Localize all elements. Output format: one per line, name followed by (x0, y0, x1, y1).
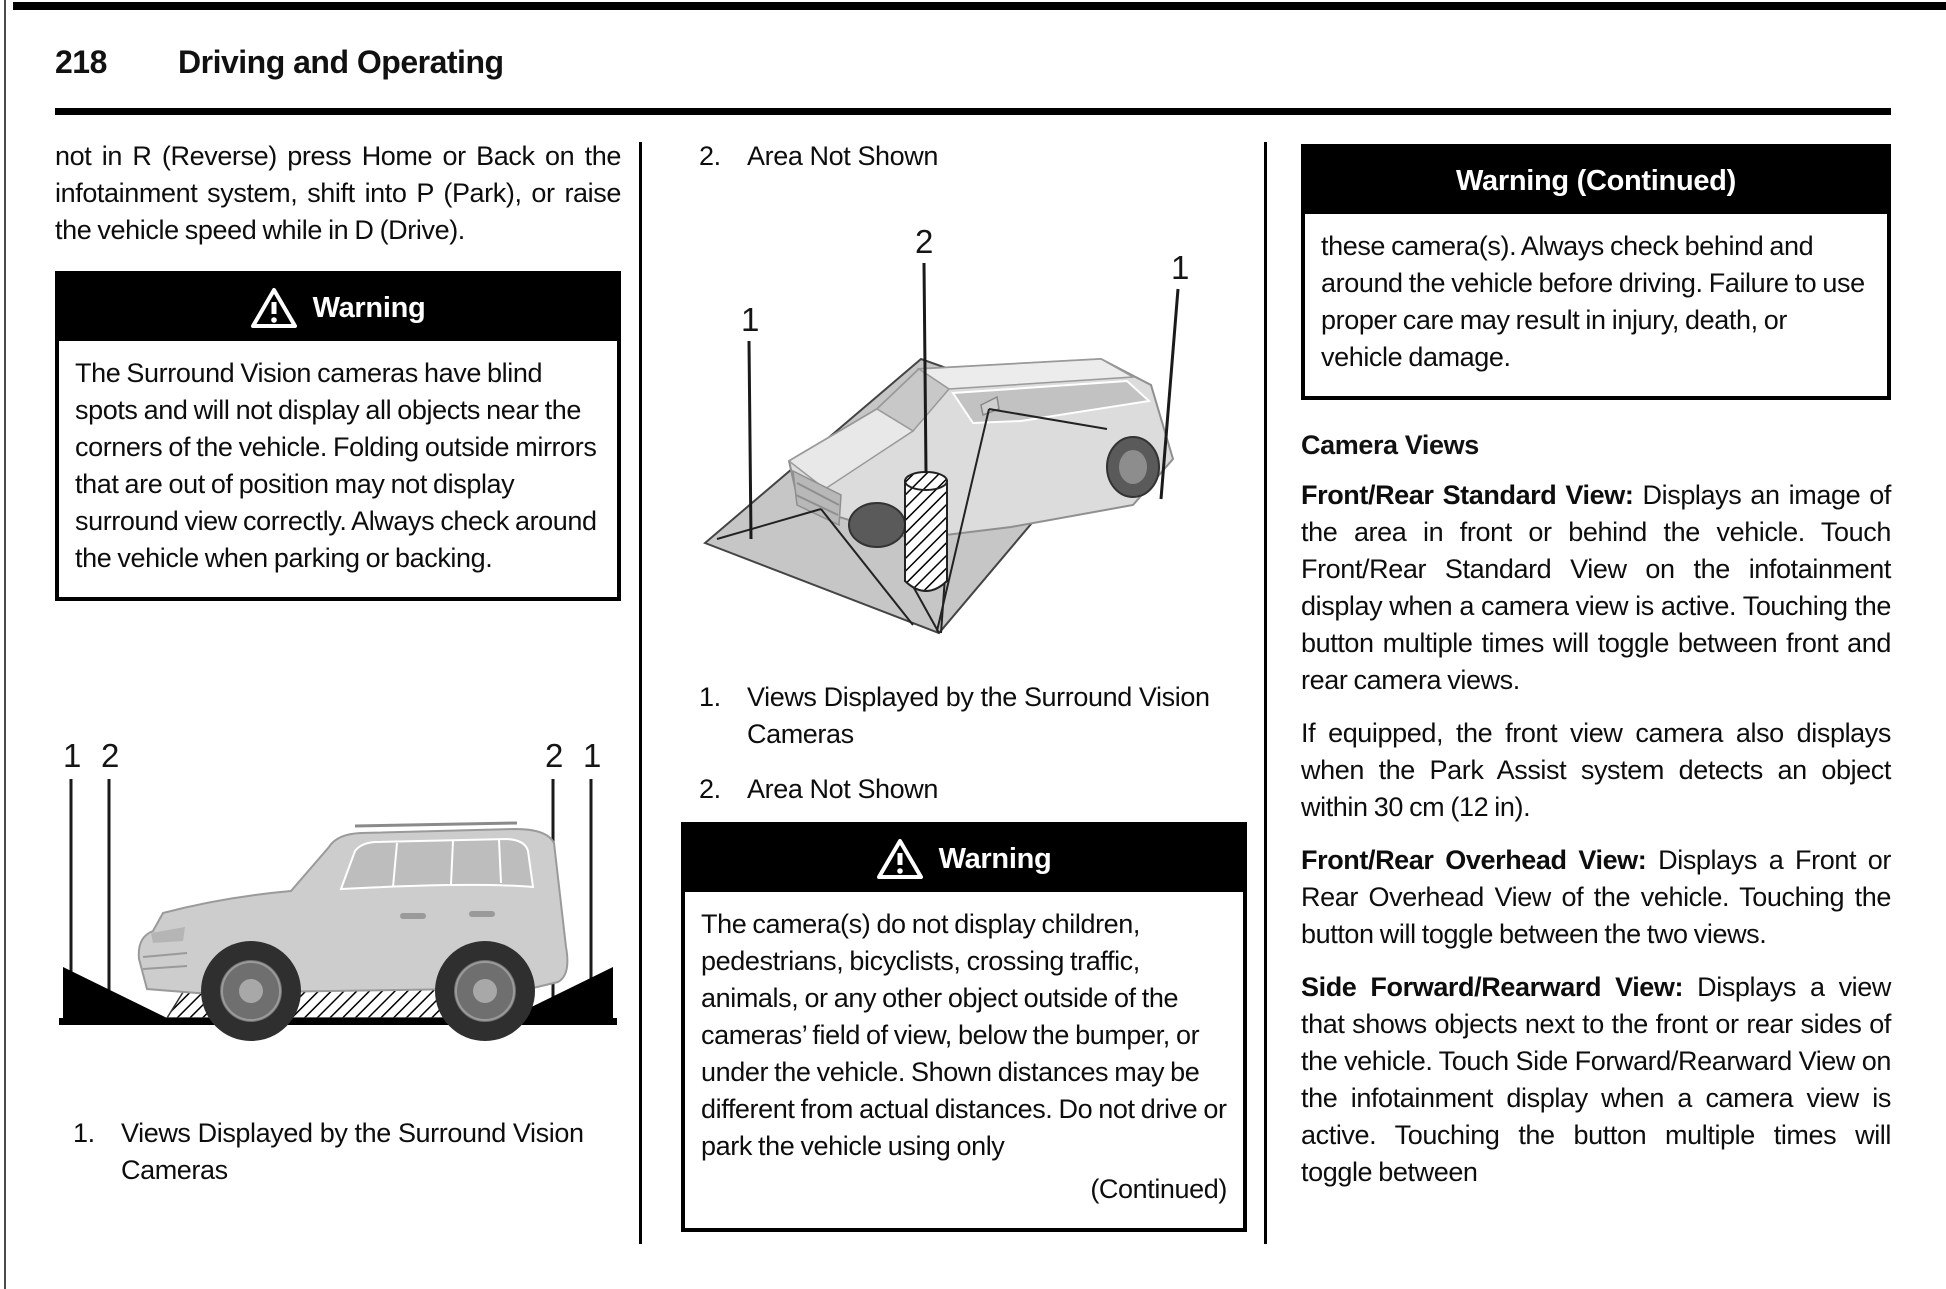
caption-number: 1. (73, 1118, 95, 1148)
paragraph-if-equipped: If equipped, the front view camera also displays when the Park Assist system detects an object within 30 cm (12 in). (1301, 718, 1891, 822)
warning-title: Warning (312, 291, 426, 324)
paragraph-side-forward-rearward: Side Forward/Rearward View: Displays a view that shows objects next to the front or rear sides of the vehicle. Touch Side Forward/Rearward View on the infotainment display when a camera view is active. Touching the button multiple times will toggle between (1301, 972, 1891, 1187)
ground-line (59, 1018, 617, 1025)
callout-2-left: 2 (101, 737, 120, 774)
callout-1-left: 1 (63, 737, 82, 774)
page-number: 218 (55, 44, 107, 80)
callout-1-right: 1 (583, 737, 602, 774)
callout-2-top: 2 (915, 223, 934, 260)
scan-edge-left (4, 0, 6, 1289)
warning-continued-box (1301, 144, 1891, 400)
callout-1-right: 1 (1171, 249, 1190, 286)
warning-triangle-icon (877, 838, 923, 880)
warning-triangle-icon (251, 287, 297, 329)
front-wheel (849, 503, 905, 547)
callout-1-left: 1 (741, 301, 760, 338)
chapter-title: Driving and Operating (178, 44, 504, 80)
section-heading-camera-views: Camera Views (1301, 430, 1479, 460)
paragraph-front-rear-standard: Front/Rear Standard View: Displays an image of the area in front or behind the vehicle. Touch Front/Rear Standard View on the infotainment display when a camera view is active. Touching the button multiple times will toggle between front and rear camera views. (1301, 480, 1891, 695)
caption-text: Views Displayed by the Surround Vision Cameras (121, 1118, 584, 1185)
warning-box-2 (681, 822, 1247, 1232)
warning-header (59, 275, 617, 341)
warning-box-1 (55, 271, 621, 601)
warning-header (685, 826, 1243, 892)
warning-title: Warning (938, 842, 1052, 875)
paragraph-front-rear-overhead: Front/Rear Overhead View: Displays a Front or Rear Overhead View of the vehicle. Touching the button will toggle between the two views. (1301, 845, 1892, 949)
warning-body: these camera(s). Always check behind and around the vehicle before driving. Failure to use proper care may result in injury, death, or vehicle damage. (1321, 231, 1865, 372)
figure-perspective-view (681, 209, 1247, 669)
scan-edge-top (13, 2, 1946, 10)
column-2 (681, 138, 1247, 1232)
figure-caption (55, 1115, 621, 1189)
rear-wheel (435, 941, 535, 1041)
column-3 (1301, 138, 1891, 1191)
warning-header (1305, 148, 1887, 214)
suv-perspective-illustration (789, 359, 1173, 547)
warning-body: The Surround Vision cameras have blind spots and will not display all objects near the corners of the vehicle. Folding outside mirrors that are out of position may not display surround view correctly. Always check around the vehicle when parking or backing. (75, 358, 597, 573)
figure-side-view (55, 719, 621, 1059)
header-rule (55, 108, 1891, 115)
list-item-area-not-shown: 2. Area Not Shown (699, 774, 939, 804)
warning-title: Warning (Continued) (1456, 164, 1736, 197)
front-wheel (201, 941, 301, 1041)
area-not-shown-pillar (905, 472, 947, 591)
column-divider-1 (639, 142, 642, 1244)
warning-continued-note: (Continued) (1090, 1174, 1227, 1204)
callout-2-right: 2 (545, 737, 564, 774)
list-item-views-displayed: 1. Views Displayed by the Surround Vision Cameras (699, 682, 1210, 749)
warning-body: The camera(s) do not display children, pedestrians, bicyclists, crossing traffic, animals, or any other object outside of the cameras’ field of view, below the bumper, or under the vehicle. Shown distances may be different from actual distances. Do not drive or park the vehicle using only (Continued) (685, 892, 1243, 1228)
column-1 (55, 138, 621, 1189)
intro-paragraph: not in R (Reverse) press Home or Back on the infotainment system, shift into P (Park), or raise the vehicle speed while in D (Drive). (55, 141, 621, 245)
column-divider-2 (1264, 142, 1267, 1244)
list-item-area-not-shown-top: 2. Area Not Shown (699, 141, 939, 171)
